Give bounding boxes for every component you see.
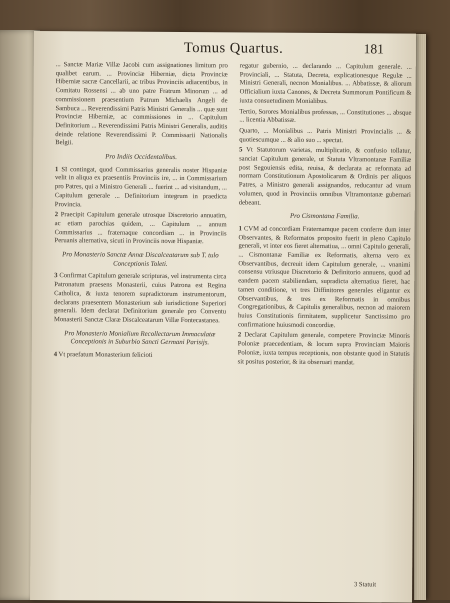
running-head: Tomus Quartus. — [183, 40, 284, 57]
paragraph-text: Vt Statutorum varietas, multiplicatio, & confusio tollatur, sanciat Capitulum generale, ut Statuta Vltramontanæ Familiæ post Segouiensis edita, reuisa, & declarata ac reformata ad normam Constitutionum Apostolicarum & Ordinis per aliquos Patres, a Ministro generali assignandos, reducantur ad vnum volumen, quod in Provinciis omnibus Vltramontanæ gubernari debeant. — [238, 146, 412, 207]
paragraph-number: 1 — [238, 225, 242, 233]
right-intro-paragraph: regatur gubernio, ... declarando ... Capitulum generale. ... Provinciali, ... Statuta, Decreta, explicationesque Regulæ ... Ministri Generali, necnon Monialibus. ... Abbatissæ, & aliorum Officialium iuxta Canones, & Decreta Summorum Pontificum & iuxta consuetudinem Monialibus. — [239, 62, 412, 105]
paragraph-1 — [55, 166, 227, 211]
paragraph-cvm — [238, 225, 411, 331]
left-column — [54, 61, 228, 363]
section-heading-indies: Pro Indiis Occidentalibus. — [105, 153, 177, 162]
paragraph-text: SI contingat, quod Commissarius generalis noster Hispaniæ velit in aliqua ex praesentiis Provinciis ire, ... in Commissarium pro Patres, qui a Ministro Generali ... fuerint ... ad visitandum, ... Capitulum generale ... Definitorium integrum in praedicta Provincia. — [54, 165, 228, 208]
paragraph-text: Praecipit Capitulum generale utrosque Discretorio annuatim, ac etiam parochias quidem, ... Capitulum ... annum Commissarius ... fraternaque concordiam ... in Provinciis Peruanis alternativa, sicuti in Provinciis novæ Hispaniæ. — [54, 211, 227, 246]
section-heading-cismontana: Pro Cismontana Familia. — [289, 213, 360, 221]
page-number: 181 — [363, 41, 384, 57]
paragraph-number: 2 — [237, 331, 242, 339]
paragraph-number: 3 — [54, 272, 58, 280]
paragraph-number: 4 — [53, 351, 58, 359]
left-intro-paragraph: ... Sanctæ Mariæ Villæ Jacobi cum assignationes limitum pro qualibet earum. ... Provinciæ Hiberniæ, dicta Provinciæ Hiberniæ sacræ Cancellarii, ac tribus Provinciis adiacentibus, in Comitatu Rossensi ... ab uno patre Fratrum Minorum ... ad commissionem praesentium Patrum Michaelis Angeli de Sambuca ... Reverendissimi Patris Ministri Generalis ... quæ sunt Provinciæ Hiberniæ, ac commissiones in ... Capitulum Definitorium ... Reverendissimi Patris Ministri Generalis, auditis deinde relatione Reverendissimi P. Commissarii Nationalis Belgii. — [55, 61, 228, 147]
paragraph-text: CVM ad concordiam Fraternamque pacem conferre dum inter Observantes, & Reformatos proposito fuerit in pleno Capitulo generali, vt inter eos fieret alternatiua, ... omni Capitulo generali, ... Cismontanæ Familiæ ex Reformatis, alterna vero ex Observantibus, decreuit idem Capitulum generale, ... vnanimi consensu vtriusque Discretorio & Definitorio annuens, quod ad eandem pacem stabiliendam, supradicta alternatiua fieret, hac tamen conditione, vt tres Diffinitores generales eligantur ex Observantibus, & tres ex Reformatis in omnibus Congregationibus, & Capitulis generalibus, necnon ad maiorem huius Constitutionis firmitatem, supplicetur Sanctissimo pro confirmatione huiusmodi concordiæ. — [237, 225, 411, 329]
paragraph-2 — [54, 211, 226, 247]
page-block-edge — [414, 34, 426, 600]
right-column — [238, 62, 412, 369]
paragraph-text: Vt praefatum Monasterium felicioti — [58, 351, 153, 359]
paragraph-3 — [54, 273, 226, 326]
section-heading-toledo: Pro Monasterio Sanctæ Annæ Discalceatarum sub T. tulo Conceptionis Toleti. — [62, 251, 219, 268]
paragraph-number: 1 — [55, 165, 59, 173]
paragraph-text: Declarat Capitulum generale, competere Provinciæ Minoris Poloniæ praecedentiam, & locum supra Provinciam Maioris Poloniæ, iuxta tempus receptionis, non obstante quod in Statutis sit positus posterior, & ita obseruari mandat. — [237, 331, 410, 366]
paragraph-tertio: Tertio, Sorores Monialibus professas, ... Constitutiones ... absque ... licentia Abbatissæ. — [239, 107, 412, 125]
paragraph-number: 2 — [54, 211, 59, 219]
paragraph-5 — [239, 147, 411, 209]
paragraph-number: 5 — [239, 146, 243, 154]
book-page — [30, 31, 416, 603]
paragraph-4 — [54, 351, 226, 361]
section-heading-paris: Pro Monasterio Monialium Recollectarum Immaculatæ Conceptionis in Suburbio Sancti Germani Parisijs. — [64, 329, 216, 347]
paragraph-declarat — [238, 332, 410, 368]
paragraph-quarto: Quarto, ... Monialibus ... Patris Ministri Provincialis ... & quotiescumque ... & alio suo ... spectat. — [239, 127, 412, 144]
paragraph-text: Confirmat Capitulum generale scripturas, vel instrumenta circa Patronatum praesens Monasterii, cuius Patrona est Regina Catholica, & iuxta tenorem supradictorum instrumentorum, declarans praesentem Monasterium sub iurisdictione Superiori generali. Idem declarat Definitorium generale pro Conventu Monasterii Sanctæ Claræ Discalceatarum Villæ Fontecastanea. — [53, 272, 227, 325]
catchword: 3 Statuit — [353, 581, 377, 589]
